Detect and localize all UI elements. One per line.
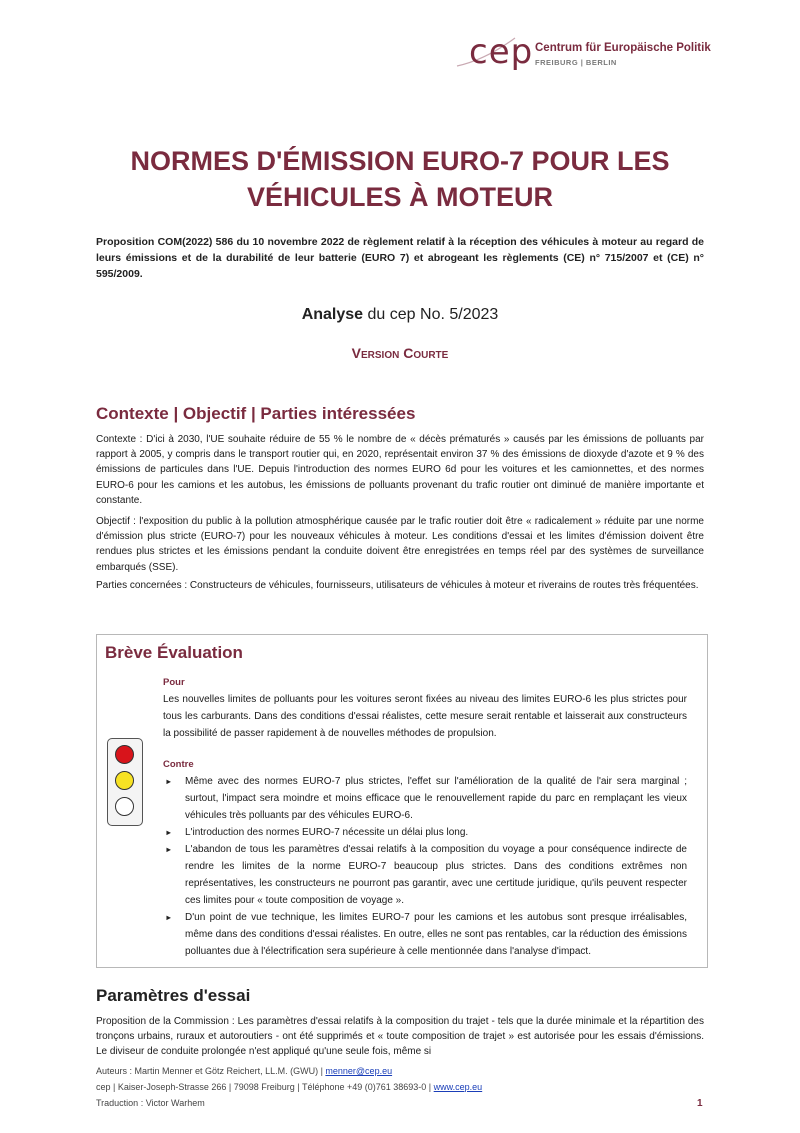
traffic-light-icon bbox=[107, 738, 143, 826]
contexte-paragraph: Contexte : D'ici à 2030, l'UE souhaite réduire de 55 % le nombre de « décès prématurés » causés par les émissions de polluants par rapport à 2005, y compris dans le transport routier qui, en 2020, représentait environ 37 % des émissions de dioxyde d'azote et 9 % des émissions de particules dans l'UE. Depuis l'introduction des normes EURO 6d pour les voitures et les camionnettes, et des normes EURO-6 pour les camions et les autobus, les émissions de polluants provenant du trafic routier ont diminué de manière importante et constante. bbox=[96, 434, 704, 506]
params-paragraph: Proposition de la Commission : Les paramètres d'essai relatifs à la composition du trajet - tels que la durée minimale et la répartition des tronçons urbains, ruraux et autoroutiers - ont été supprimés et « toute composition de trajet » est autorisée pour les essais d'émissions. Le diviseur de conduite prolongée n'est appliqué qu'une seule fois, même si bbox=[96, 1016, 704, 1058]
evaluation-heading: Brève Évaluation bbox=[105, 643, 243, 662]
logo-text: cep bbox=[469, 32, 534, 72]
analysis-bold: Analyse bbox=[301, 306, 364, 323]
contre-list bbox=[163, 773, 687, 960]
yellow-lamp-icon bbox=[115, 771, 134, 790]
evaluation-box bbox=[96, 634, 708, 968]
analysis-rest: du cep No. 5/2023 bbox=[363, 306, 499, 323]
authors-text: Auteurs : Martin Menner et Götz Reichert, LL.M. (GWU) | bbox=[96, 1066, 326, 1076]
objectif-paragraph: Objectif : l'exposition du public à la pollution atmosphérique causée par le trafic routier doit être « radicalement » réduite par une norme d'émission plus stricte (EURO-7) pour les nouveaux véhicules à moteur. Les conditions d'essai et les limites d'émission doivent être rendues plus strictes et les émissions pendant la conduite doivent être enregistrées en temps réel par des systèmes de surveillance embarqués (SSE). bbox=[96, 516, 704, 573]
pour-label: Pour bbox=[163, 677, 185, 688]
footer-authors bbox=[96, 1066, 392, 1076]
contre-item: ► D'un point de vue technique, les limites EURO-7 pour les camions et les autobus sont presque irréalisables, même dans des conditions d'essai réalistes. En outre, elles ne sont pas rentables, car la réduction des émissions polluantes due à l'électrification sera supérieure à celle mentionnée dans l'analyse d'impact. bbox=[163, 909, 687, 960]
params-heading: Paramètres d'essai bbox=[96, 986, 251, 1005]
website-link[interactable]: www.cep.eu bbox=[433, 1082, 483, 1092]
authors-email-link[interactable]: menner@cep.eu bbox=[325, 1066, 393, 1076]
footer-address bbox=[96, 1082, 482, 1092]
proposal-subtitle: Proposition COM(2022) 586 du 10 novembre 2022 de règlement relatif à la réception des véhicules à moteur au regard de leurs émissions et de la durabilité de leur batterie (EURO 7) et abrogeant les règlements (CE) n° 715/2007 et (CE) n° 595/2009. bbox=[96, 236, 704, 280]
version-label: Version Courte bbox=[351, 345, 449, 361]
parties-paragraph: Parties concernées : Constructeurs de véhicules, fournisseurs, utilisateurs de véhicules à moteur et riverains de routes très fréquentées. bbox=[96, 580, 699, 591]
title-line-1: NORMES D'ÉMISSION EURO-7 POUR LES bbox=[130, 146, 670, 176]
footer-translation: Traduction : Victor Warhem bbox=[96, 1098, 205, 1108]
context-heading: Contexte | Objectif | Parties intéressées bbox=[96, 404, 416, 423]
org-name: Centrum für Europäische Politik bbox=[535, 42, 711, 54]
title-line-2: VÉHICULES À MOTEUR bbox=[246, 182, 554, 212]
pour-text: Les nouvelles limites de polluants pour les voitures seront fixées au niveau des limites EURO-6 les plus strictes pour tous les carburants. Dans des conditions d'essai réalistes, cette mesure serait rentable et laisserait aux constructeurs la possibilité de passer rapidement à de nouvelles méthodes de propulsion. bbox=[163, 694, 687, 739]
contre-item: ► L'introduction des normes EURO-7 nécessite un délai plus long. bbox=[163, 824, 687, 841]
page-title bbox=[60, 143, 740, 215]
contre-item: ► Même avec des normes EURO-7 plus strictes, l'effet sur l'amélioration de la qualité de l'air sera marginal ; surtout, l'impact sera moindre et moins efficace que le renouvellement rapide du parc en remplaçant les vieux véhicules très polluants par des véhicules EURO-6. bbox=[163, 773, 687, 824]
analysis-number bbox=[0, 306, 800, 324]
org-cities: FREIBURG | BERLIN bbox=[535, 58, 617, 67]
white-lamp-icon bbox=[115, 797, 134, 816]
contre-label: Contre bbox=[163, 759, 194, 770]
address-text: cep | Kaiser-Joseph-Strasse 266 | 79098 Freiburg | Téléphone +49 (0)761 38693-0 | bbox=[96, 1082, 434, 1092]
cep-logo bbox=[455, 32, 775, 72]
contre-item: ► L'abandon de tous les paramètres d'essai relatifs à la composition du voyage a pour conséquence indirecte de rendre les limites de la norme EURO-7 beaucoup plus strictes. Dans des conditions extrêmes non représentatives, les constructeurs ne pourront pas garantir, avec une certitude juridique, qu'ils peuvent respecter ces limites pour « toute composition de voyage ». bbox=[163, 841, 687, 909]
red-lamp-icon bbox=[115, 745, 134, 764]
page-number: 1 bbox=[697, 1098, 703, 1109]
